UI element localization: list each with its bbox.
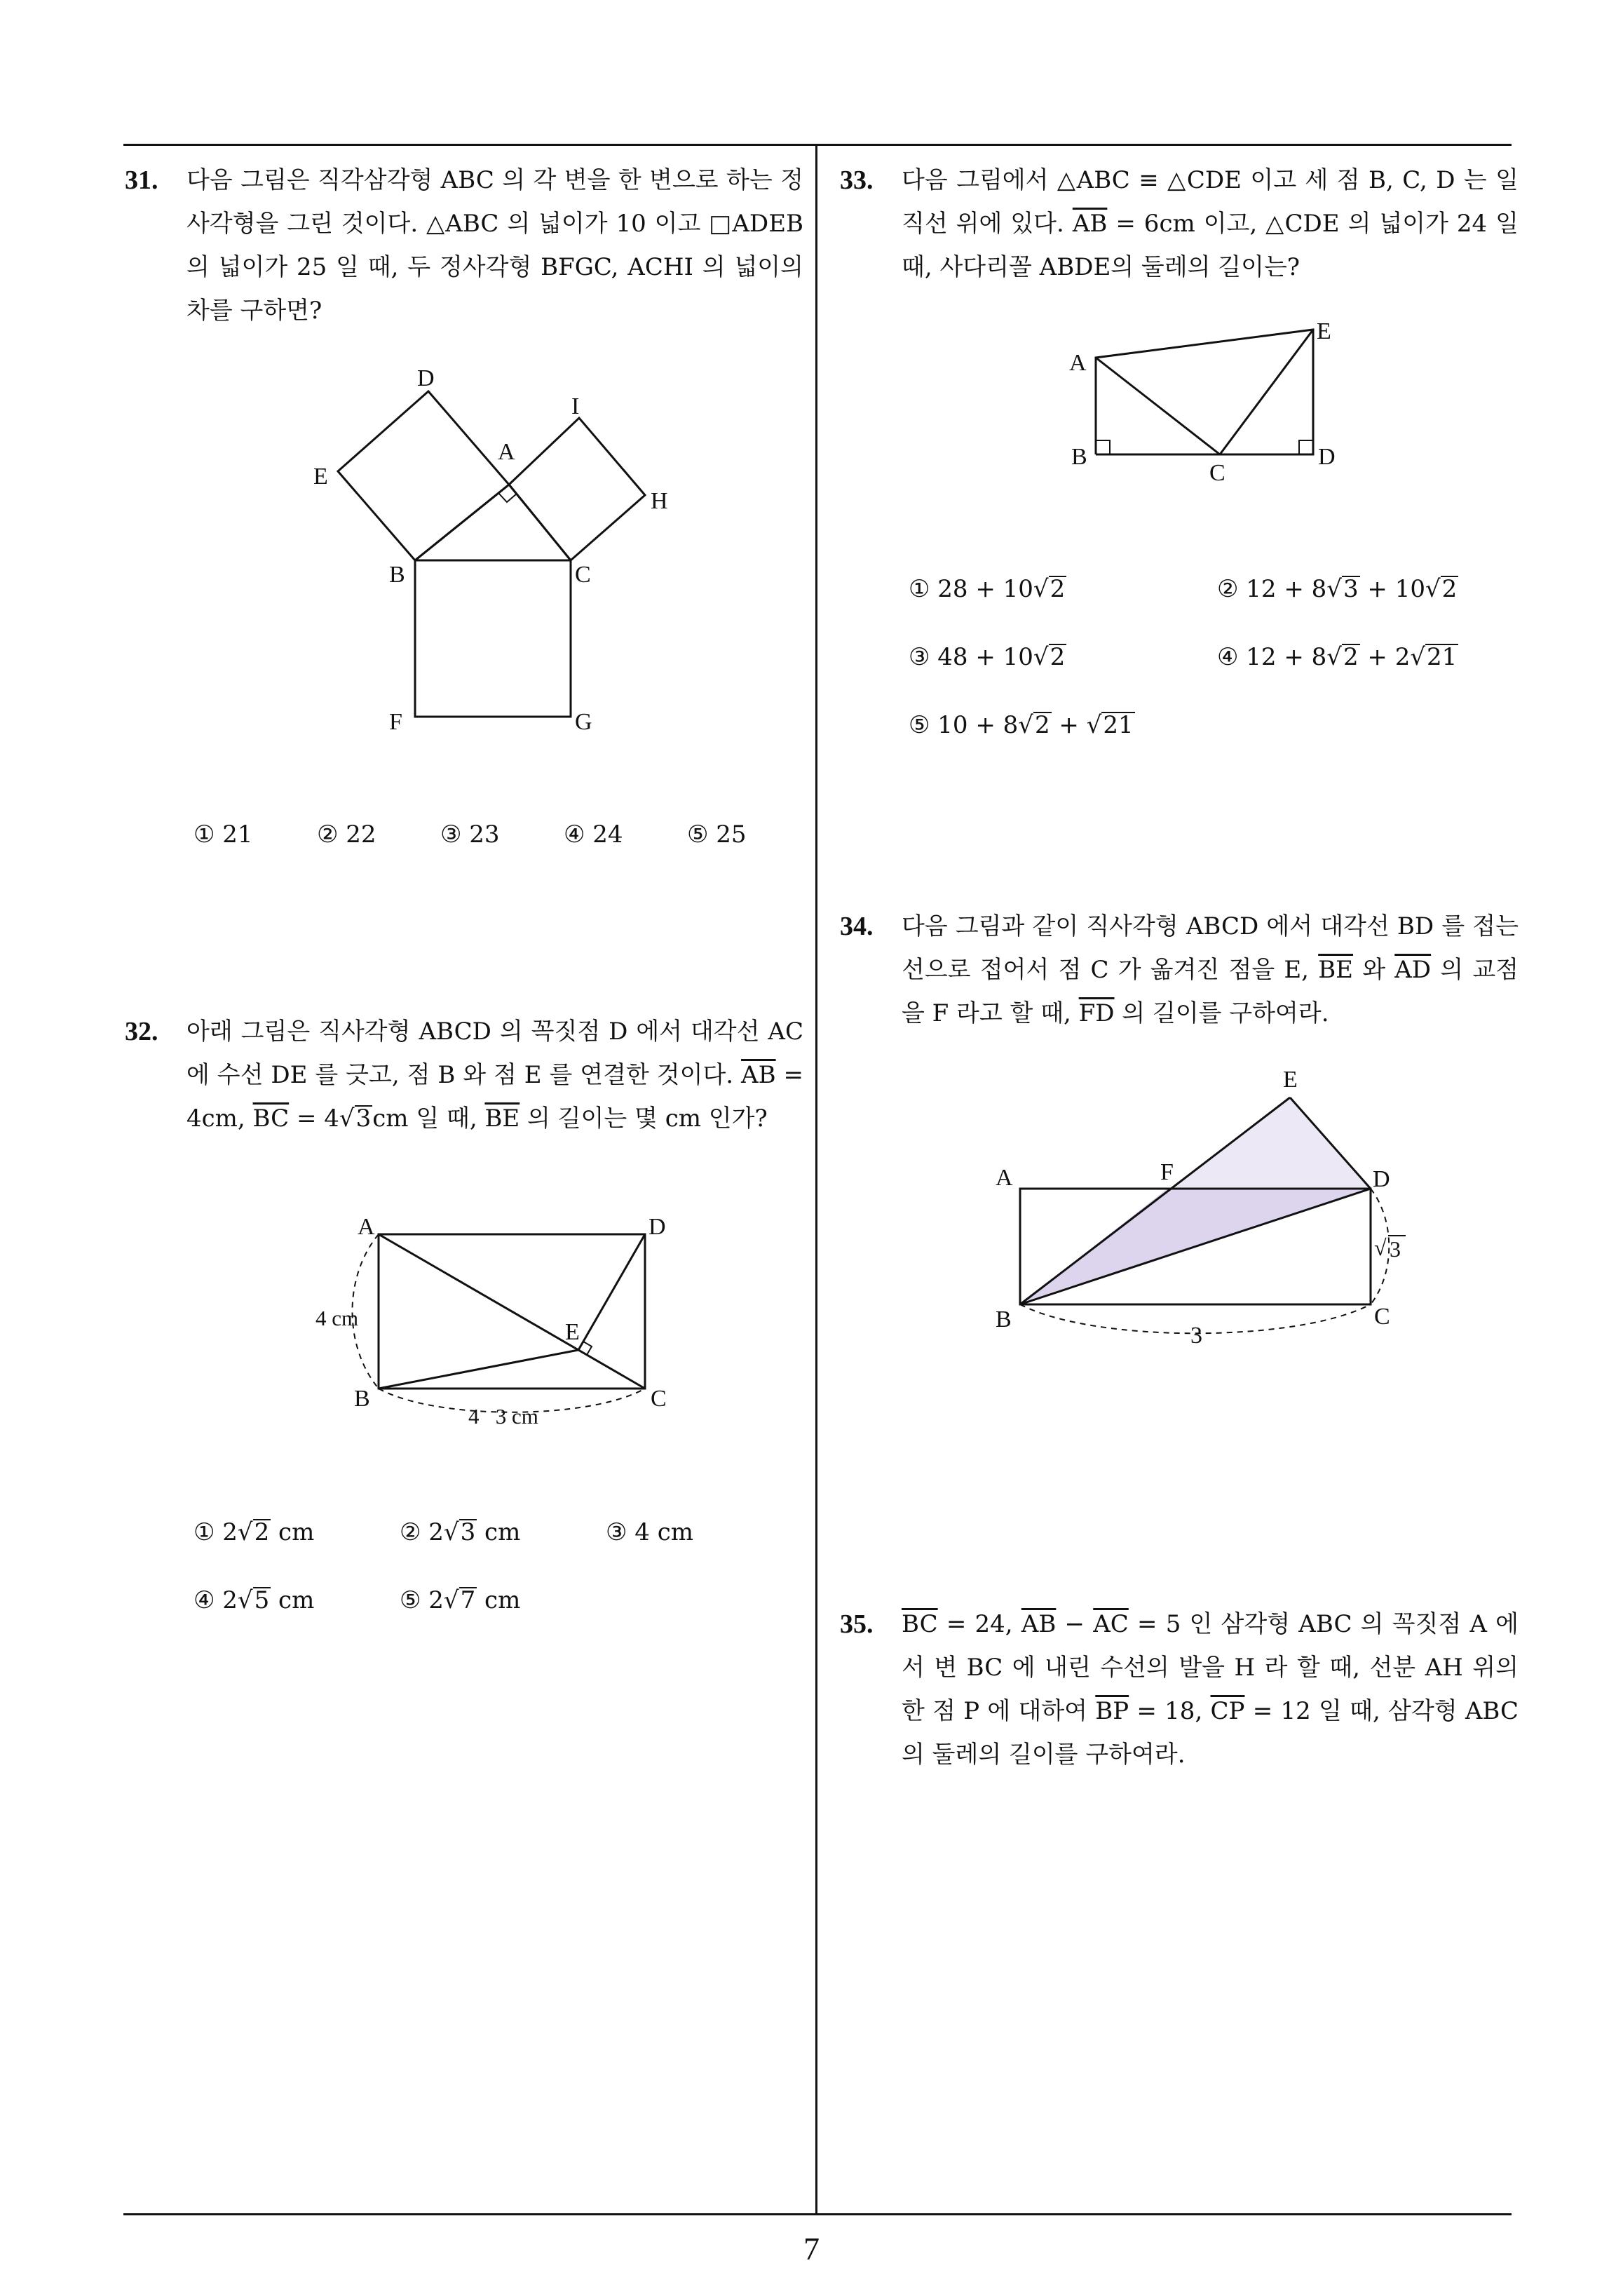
label-e: E xyxy=(1317,318,1331,344)
label-c: C xyxy=(1209,460,1225,486)
question-text: $\overline{BC} = 24$, $\overline{AB} - \overline{AC} = 5$ 인 삼각형 ABC 의 꼭짓점 A 에서 변 BC 에 내린 수선의 발을 H 라 할 때, 선분 AH 위의 한 점 P 에 대하여 $\overline{BP} = 18$, $\overline{CP} = 12$ 일 때, 삼각형 ABC 의 둘레의 길이를 구하여라. xyxy=(902,1610,1519,1769)
label-bottom: 4 3 cm xyxy=(468,1404,538,1429)
choice-1[interactable]: ① 2√2 cm xyxy=(193,1518,315,1546)
label-e: E xyxy=(565,1319,580,1345)
label-b: B xyxy=(389,562,405,588)
label-e: E xyxy=(1283,1067,1298,1093)
choice-2[interactable]: ② 22 xyxy=(317,821,376,849)
label-d: D xyxy=(1318,444,1336,470)
label-a: A xyxy=(996,1165,1013,1191)
label-a: A xyxy=(358,1214,375,1240)
page-number: 7 xyxy=(803,2231,820,2267)
question-number: 31. xyxy=(125,166,158,195)
question-number: 35. xyxy=(840,1609,874,1639)
label-c: C xyxy=(651,1386,667,1412)
question-number: 32. xyxy=(125,1017,158,1046)
choice-3[interactable]: ③ 48 + 10√2 xyxy=(909,643,1066,671)
choice-4[interactable]: ④ 24 xyxy=(564,821,623,849)
label-a: A xyxy=(498,439,515,465)
question-35 xyxy=(840,1602,1519,1776)
choice-2[interactable]: ② 12 + 8√3 + 10√2 xyxy=(1217,575,1458,603)
choice-5[interactable]: ⑤ 10 + 8√2 + √21 xyxy=(909,711,1134,739)
question-text: 다음 그림은 직각삼각형 ABC 의 각 변을 한 변으로 하는 정사각형을 그린 것이다. △ABC 의 넓이가 10 이고 □ADEB 의 넓이가 25 일 때, 두 정사각형 BFGC, ACHI 의 넓이의 차를 구하면? xyxy=(186,166,803,325)
label-side: 4 cm xyxy=(315,1306,359,1330)
label-bottom: 3 xyxy=(1190,1323,1202,1349)
label-f: F xyxy=(1160,1159,1174,1185)
question-number: 34. xyxy=(840,912,874,941)
choice-4[interactable]: ④ 2√5 cm xyxy=(193,1586,315,1614)
choice-5[interactable]: ⑤ 25 xyxy=(687,821,747,849)
label-f: F xyxy=(389,709,402,735)
label-c: C xyxy=(1374,1304,1390,1330)
label-d: D xyxy=(648,1214,666,1240)
label-i: I xyxy=(571,393,580,419)
question-text: 아래 그림은 직사각형 ABCD 의 꼭짓점 D 에서 대각선 AC 에 수선 DE 를 긋고, 점 B 와 점 E 를 연결한 것이다. $\overline{AB} = 4cm$, $\overline{BC} = 4√3cm$ 일 때, $\overline{BE}$ 의 길이는 몇 cm 인가? xyxy=(186,1018,803,1133)
choice-4[interactable]: ④ 12 + 8√2 + 2√21 xyxy=(1217,643,1458,671)
label-h: H xyxy=(651,488,668,514)
question-text: 다음 그림에서 △ABC ≡ △CDE 이고 세 점 B, C, D 는 일직선 위에 있다. $\overline{AB} = 6cm$ 이고, △CDE 의 넓이가 24 일 때, 사다리꼴 ABDE의 둘레의 길이는? xyxy=(902,166,1519,281)
choice-3[interactable]: ③ 4 cm xyxy=(606,1518,694,1546)
label-b: B xyxy=(996,1306,1012,1332)
question-number: 33. xyxy=(840,166,874,195)
label-c: C xyxy=(575,562,591,588)
label-g: G xyxy=(575,709,592,735)
label-e: E xyxy=(313,464,328,489)
choice-5[interactable]: ⑤ 2√7 cm xyxy=(400,1586,521,1614)
choice-2[interactable]: ② 2√3 cm xyxy=(400,1518,521,1546)
label-d: D xyxy=(1373,1166,1390,1192)
choice-1[interactable]: ① 21 xyxy=(193,821,253,849)
label-d: D xyxy=(417,365,435,391)
choice-3[interactable]: ③ 23 xyxy=(440,821,500,849)
svg-text:√: √ xyxy=(1374,1235,1387,1260)
label-b: B xyxy=(354,1386,370,1412)
label-a: A xyxy=(1069,350,1087,376)
question-text: 다음 그림과 같이 직사각형 ABCD 에서 대각선 BD 를 접는 선으로 접어서 점 C 가 옮겨진 점을 E, $\overline{BE}$ 와 $\overline{AD}$ 의 교점을 F 라고 할 때, $\overline{FD}$ 의 길이를 구하여라. xyxy=(902,912,1519,1027)
label-side: 3 xyxy=(1390,1236,1401,1262)
label-b: B xyxy=(1071,444,1087,470)
choice-1[interactable]: ① 28 + 10√2 xyxy=(909,575,1066,603)
